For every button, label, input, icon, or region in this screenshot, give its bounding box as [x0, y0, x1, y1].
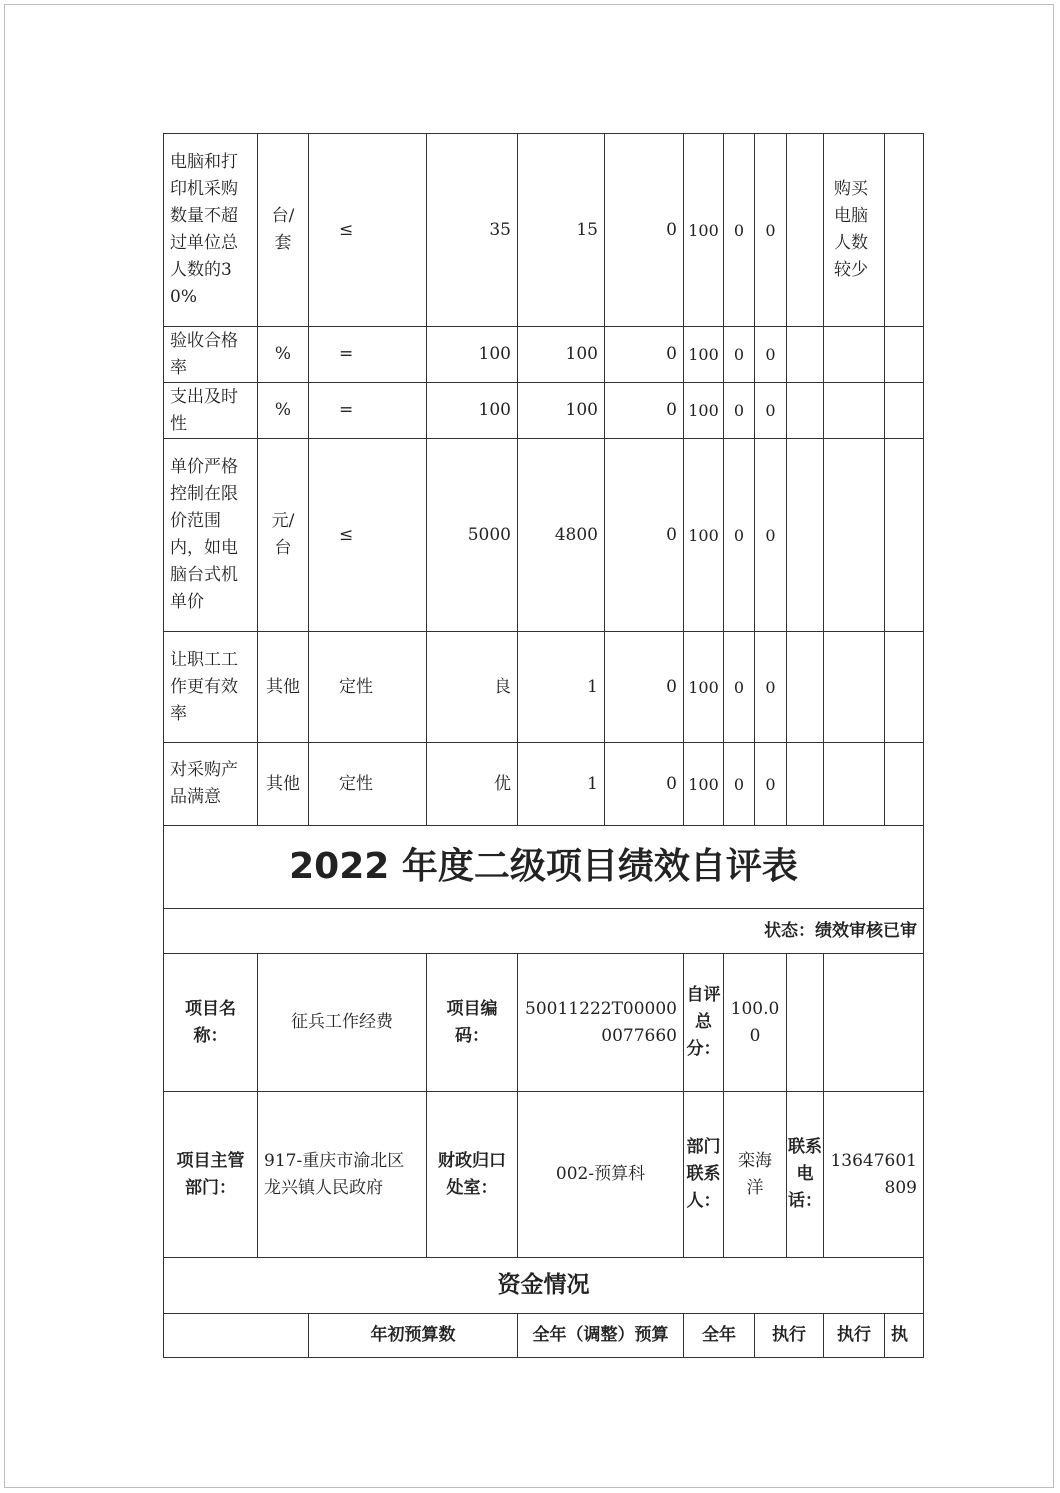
indicator-actual: 100 — [518, 327, 605, 383]
indicator-score-2: 0 — [755, 632, 787, 743]
indicator-blank — [885, 632, 924, 743]
funds-header-adjusted-budget: 全年（调整）预算 — [518, 1314, 684, 1358]
indicator-actual: 15 — [518, 134, 605, 327]
indicator-weight: 100 — [684, 439, 724, 632]
indicator-operator: = — [309, 383, 427, 439]
funds-header-initial-budget: 年初预算数 — [309, 1314, 518, 1358]
indicator-note — [824, 632, 885, 743]
indicator-name: 让职工工作更有效率 — [164, 632, 258, 743]
indicator-weight: 100 — [684, 383, 724, 439]
funds-header-full-year: 全年 — [684, 1314, 755, 1358]
indicator-actual: 100 — [518, 383, 605, 439]
indicator-target: 5000 — [427, 439, 518, 632]
indicator-deviation: 0 — [605, 439, 684, 632]
indicator-operator: = — [309, 327, 427, 383]
indicator-deviation: 0 — [605, 383, 684, 439]
indicator-score: 0 — [724, 134, 755, 327]
indicator-deviation: 0 — [605, 632, 684, 743]
indicator-unit: 其他 — [258, 632, 309, 743]
indicator-name: 电脑和打印机采购数量不超过单位总人数的30% — [164, 134, 258, 327]
indicator-operator: ≤ — [309, 134, 427, 327]
funds-header-executed-2: 执行 — [824, 1314, 885, 1358]
indicator-score: 0 — [724, 743, 755, 826]
table-row — [164, 327, 924, 383]
indicator-score: 0 — [724, 632, 755, 743]
indicator-operator: 定性 — [309, 632, 427, 743]
project-code-label: 项目编码： — [427, 954, 518, 1092]
indicator-actual: 1 — [518, 743, 605, 826]
indicator-target: 良 — [427, 632, 518, 743]
indicator-score-2: 0 — [755, 134, 787, 327]
table-row — [164, 632, 924, 743]
indicator-note — [824, 439, 885, 632]
indicator-extra — [787, 632, 824, 743]
indicator-name: 支出及时性 — [164, 383, 258, 439]
indicator-note — [824, 743, 885, 826]
indicator-operator: ≤ — [309, 439, 427, 632]
empty-cell — [787, 954, 824, 1092]
indicator-score: 0 — [724, 439, 755, 632]
phone-value: 13647601809 — [824, 1092, 924, 1258]
indicator-operator: 定性 — [309, 743, 427, 826]
table-row — [164, 134, 924, 327]
funds-title: 资金情况 — [164, 1258, 924, 1314]
funds-header-executed: 执行 — [755, 1314, 824, 1358]
indicator-target: 100 — [427, 383, 518, 439]
indicator-extra — [787, 383, 824, 439]
indicator-extra — [787, 134, 824, 327]
status-text: 状态：绩效审核已审 — [164, 909, 924, 954]
indicator-score-2: 0 — [755, 383, 787, 439]
indicator-unit: % — [258, 327, 309, 383]
funds-header-blank — [164, 1314, 309, 1358]
indicator-blank — [885, 327, 924, 383]
indicator-blank — [885, 743, 924, 826]
indicator-extra — [787, 743, 824, 826]
indicator-unit: 其他 — [258, 743, 309, 826]
indicator-extra — [787, 327, 824, 383]
indicator-blank — [885, 439, 924, 632]
funds-header-executed-3: 执 — [885, 1314, 924, 1358]
performance-table — [163, 133, 924, 1358]
indicator-blank — [885, 134, 924, 327]
indicator-name: 单价严格控制在限价范围内，如电脑台式机单价 — [164, 439, 258, 632]
indicator-score-2: 0 — [755, 743, 787, 826]
indicator-weight: 100 — [684, 632, 724, 743]
indicator-weight: 100 — [684, 743, 724, 826]
indicator-extra — [787, 439, 824, 632]
dept-label: 项目主管部门： — [164, 1092, 258, 1258]
project-code: 50011222T000000077660 — [518, 954, 684, 1092]
project-name: 征兵工作经费 — [258, 954, 427, 1092]
indicator-target: 优 — [427, 743, 518, 826]
contact-value: 栾海洋 — [724, 1092, 787, 1258]
empty-cell — [824, 954, 924, 1092]
table-row — [164, 743, 924, 826]
form-title: 2022 年度二级项目绩效自评表 — [164, 826, 924, 909]
indicator-actual: 1 — [518, 632, 605, 743]
total-score: 100.00 — [724, 954, 787, 1092]
indicator-weight: 100 — [684, 327, 724, 383]
indicator-deviation: 0 — [605, 327, 684, 383]
indicator-deviation: 0 — [605, 743, 684, 826]
indicator-weight: 100 — [684, 134, 724, 327]
indicator-score: 0 — [724, 383, 755, 439]
indicator-deviation: 0 — [605, 134, 684, 327]
indicator-unit: % — [258, 383, 309, 439]
dept-value: 917-重庆市渝北区龙兴镇人民政府 — [258, 1092, 427, 1258]
indicator-score: 0 — [724, 327, 755, 383]
contact-label: 部门联系人： — [684, 1092, 724, 1258]
indicator-score-2: 0 — [755, 327, 787, 383]
indicator-name: 对采购产品满意 — [164, 743, 258, 826]
indicator-unit: 元/台 — [258, 439, 309, 632]
indicator-score-2: 0 — [755, 439, 787, 632]
indicator-target: 100 — [427, 327, 518, 383]
total-score-label: 自评总分： — [684, 954, 724, 1092]
indicator-name: 验收合格率 — [164, 327, 258, 383]
finance-label: 财政归口处室： — [427, 1092, 518, 1258]
finance-value: 002-预算科 — [518, 1092, 684, 1258]
project-name-label: 项目名称： — [164, 954, 258, 1092]
indicator-note — [824, 383, 885, 439]
indicator-unit: 台/套 — [258, 134, 309, 327]
indicator-rows — [164, 134, 924, 826]
indicator-note: 购买电脑人数较少 — [824, 134, 885, 327]
table-row — [164, 383, 924, 439]
indicator-target: 35 — [427, 134, 518, 327]
indicator-note — [824, 327, 885, 383]
table-row — [164, 439, 924, 632]
form-section — [164, 826, 924, 1358]
indicator-blank — [885, 383, 924, 439]
phone-label: 联系电话： — [787, 1092, 824, 1258]
indicator-actual: 4800 — [518, 439, 605, 632]
